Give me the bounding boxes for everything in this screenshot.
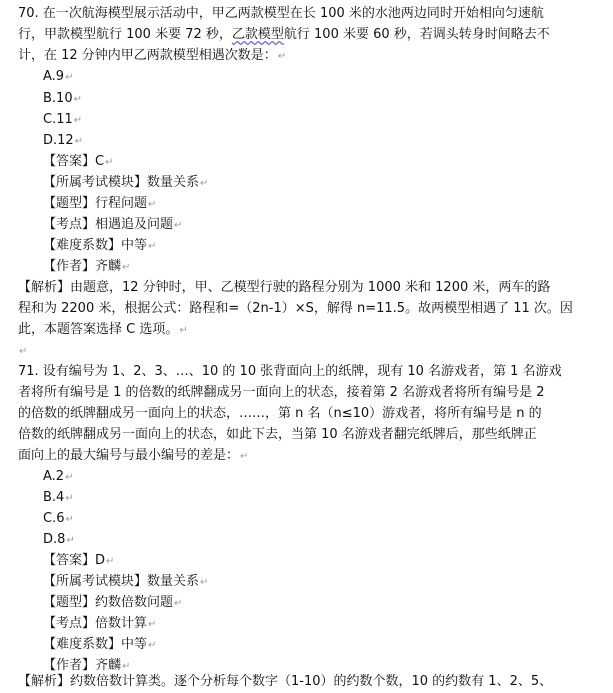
paragraph-mark-icon: ↵ <box>122 262 131 273</box>
q71-stem-line-5: 面向上的最大编号与最小编号的差是：↵ <box>18 448 249 463</box>
empty-paragraph <box>18 340 613 362</box>
paragraph-mark-icon: ↵ <box>65 72 74 83</box>
q71-module: 【所属考试模块】数量关系↵ <box>43 574 209 589</box>
paragraph-mark-icon: ↵ <box>19 346 28 357</box>
paragraph-mark-icon: ↵ <box>106 556 115 567</box>
q70-author: 【作者】齐麟↵ <box>43 259 131 274</box>
q71-difficulty: 【难度系数】中等↵ <box>43 637 157 652</box>
paragraph-mark-icon: ↵ <box>277 51 287 62</box>
q70-option-a: A.9↵ <box>43 69 74 84</box>
q71-option-c: C.6↵ <box>43 511 74 526</box>
paragraph-mark-icon: ↵ <box>148 199 157 210</box>
q70-topic: 【题型】行程问题↵ <box>43 196 157 211</box>
q71-author: 【作者】齐麟↵ <box>43 658 131 673</box>
q71-point: 【考点】倍数计算↵ <box>43 616 157 631</box>
paragraph-mark-icon: ↵ <box>148 241 157 252</box>
q71-stem-line-4: 倍数的纸牌翻成另一面向上的状态，如此下去，当第 10 名游戏者翻完纸牌后，那些纸牌正 <box>18 427 537 442</box>
q71-stem-line-2: 者将所有编号是 1 的倍数的纸牌翻成另一面向上的状态，接着第 2 名游戏者将所有编号是 2 <box>18 385 545 400</box>
paragraph-mark-icon: ↵ <box>73 94 82 105</box>
paragraph-mark-icon: ↵ <box>174 598 183 609</box>
paragraph-mark-icon: ↵ <box>66 535 75 546</box>
paragraph-mark-icon: ↵ <box>74 136 84 147</box>
q71-stem-line-3: 的倍数的纸牌翻成另一面向上的状态，……，第 n 名（n≤10）游戏者，将所有编号是 n 的 <box>18 406 542 421</box>
paragraph-mark-icon: ↵ <box>65 472 74 483</box>
paragraph-mark-icon: ↵ <box>179 325 188 336</box>
paragraph-mark-icon: ↵ <box>73 115 83 126</box>
paragraph-mark-icon: ↵ <box>174 220 183 231</box>
q70-stem-line-1: 70. 在一次航海模型展示活动中，甲乙两款模型在长 100 米的水池两边同时开始相向匀速航 <box>18 6 544 21</box>
q70-stem-line-3: 计，在 12 分钟内甲乙两款模型相遇次数是：↵ <box>18 48 287 63</box>
q70-point: 【考点】相遇追及问题↵ <box>43 217 183 232</box>
q71-stem-line-1: 71. 设有编号为 1、2、3、…、10 的 10 张背面向上的纸牌，现有 10 名游戏者，第 1 名游戏 <box>18 364 562 379</box>
q71-analysis-line-1: 【解析】约数倍数计算类。逐个分析每个数字（1-10）的约数个数，10 的约数有 1、2、5、 <box>18 674 553 689</box>
q70-stem-line-2: 行，甲款模型航行 100 米要 72 秒，乙款模型航行 100 米要 60 秒，若调头转身时间略去不 <box>18 27 550 42</box>
q70-option-c: C.11↵ <box>43 112 83 127</box>
paragraph-mark-icon: ↵ <box>65 493 74 504</box>
q71-topic: 【题型】约数倍数问题↵ <box>43 595 183 610</box>
paragraph-mark-icon: ↵ <box>148 619 157 630</box>
q70-option-b: B.10↵ <box>43 91 82 106</box>
paragraph-mark-icon: ↵ <box>122 661 131 672</box>
q71-option-a: A.2↵ <box>43 469 74 484</box>
paragraph-mark-icon: ↵ <box>240 451 249 462</box>
q70-difficulty: 【难度系数】中等↵ <box>43 238 157 253</box>
paragraph-mark-icon: ↵ <box>200 577 209 588</box>
q71-option-b: B.4↵ <box>43 490 74 505</box>
paragraph-mark-icon: ↵ <box>105 157 114 168</box>
q70-module: 【所属考试模块】数量关系↵ <box>43 175 209 190</box>
q71-answer: 【答案】D↵ <box>43 553 115 568</box>
paragraph-mark-icon: ↵ <box>148 640 157 651</box>
paragraph-mark-icon: ↵ <box>200 178 209 189</box>
q70-option-d: D.12↵ <box>43 133 84 148</box>
q70-analysis-line-2: 程和为 2200 米，根据公式：路程和=（2n-1）×S，解得 n=11.5。故两模型相遇了 11 次。因 <box>18 301 573 316</box>
q70-answer: 【答案】C↵ <box>43 154 114 169</box>
spellcheck-underline: 乙款模型 <box>231 27 284 42</box>
q70-analysis-line-3: 此，本题答案选择 C 选项。↵ <box>18 322 188 337</box>
q70-analysis-line-1: 【解析】由题意，12 分钟时，甲、乙模型行驶的路程分别为 1000 米和 1200 米，两车的路 <box>18 280 551 295</box>
q71-option-d: D.8↵ <box>43 532 75 547</box>
paragraph-mark-icon: ↵ <box>65 514 74 525</box>
